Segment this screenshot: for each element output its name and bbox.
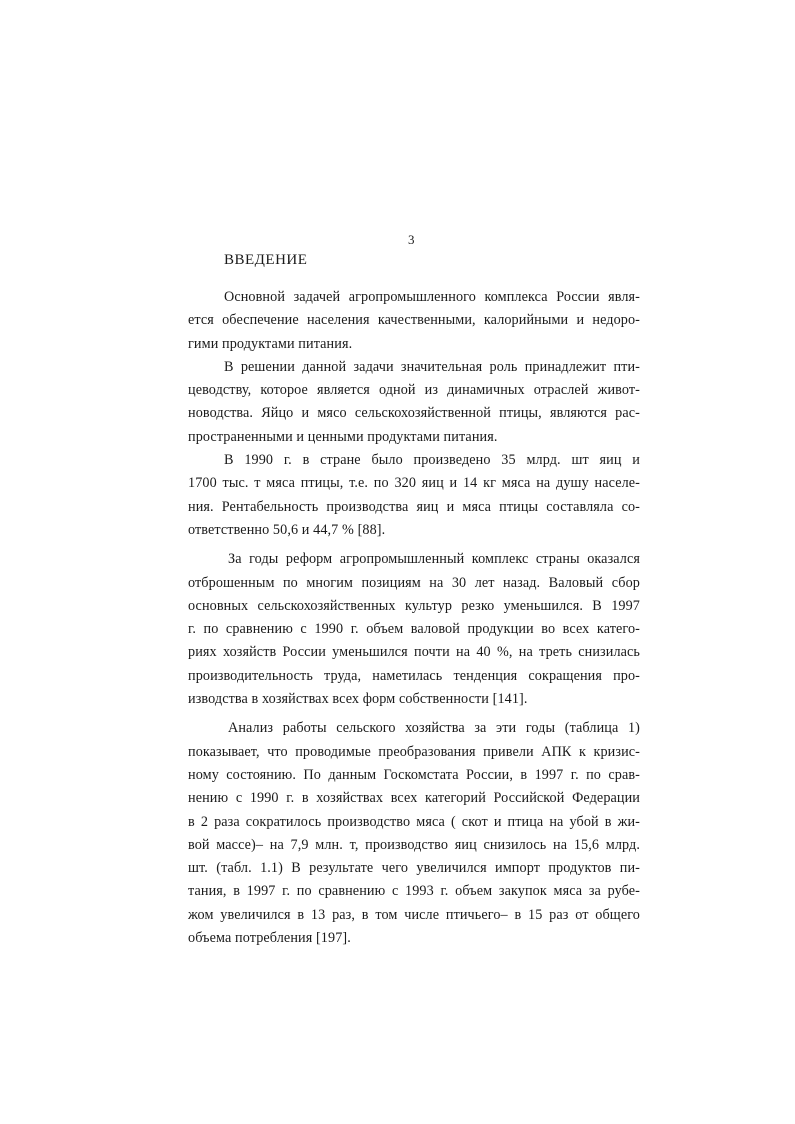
text-line: объема потребления [197]. [188, 930, 351, 947]
text-line: г. по сравнению с 1990 г. объем валовой продукции во всех катего- [188, 621, 640, 638]
text-line: новодства. Яйцо и мясо сельскохозяйственной птицы, являются рас- [188, 405, 640, 422]
text-line: вой массе)– на 7,9 млн. т, производство яиц снизилось на 15,6 млрд. [188, 836, 640, 853]
text-line: цеводству, которое является одной из динамичных отраслей живот- [188, 382, 640, 399]
text-line: жом увеличился в 13 раз, в том числе птичьего– в 15 раз от общего [188, 906, 640, 923]
paragraph-4 [188, 548, 640, 711]
text-line: В решении данной задачи значительная роль принадлежит пти- [224, 358, 640, 375]
text-line: в 2 раза сократилось производство мяса ( скот и птица на убой в жи- [188, 813, 640, 830]
paragraph-2 [188, 356, 640, 449]
text-line: ется обеспечение населения качественными, калорийными и недоро- [188, 312, 640, 329]
text-line: В 1990 г. в стране было произведено 35 млрд. шт яиц и [224, 452, 640, 469]
text-line: ния. Рентабельность производства яиц и мяса птицы составляла со- [188, 498, 640, 515]
paragraph-5 [188, 717, 640, 950]
text-line: пространенными и ценными продуктами питания. [188, 428, 498, 445]
text-line: ному состоянию. По данным Госкомстата России, в 1997 г. по срав- [188, 766, 640, 783]
body-text [188, 286, 640, 950]
text-line: показывает, что проводимые преобразования привели АПК к кризис- [188, 743, 640, 760]
paragraph-1 [188, 286, 640, 356]
text-line: ответственно 50,6 и 44,7 % [88]. [188, 521, 386, 538]
text-line: шт. (табл. 1.1) В результате чего увеличился импорт продуктов пи- [188, 860, 640, 877]
text-line: Основной задачей агропромышленного комплекса России явля- [224, 289, 640, 305]
paragraph-3 [188, 449, 640, 542]
page-number: 3 [408, 232, 415, 247]
text-line: изводства в хозяйствах всех форм собственности [141]. [188, 691, 528, 708]
text-line: отброшенным по многим позициям на 30 лет назад. Валовый сбор [188, 574, 640, 591]
text-line: риях хозяйств России уменьшился почти на 40 %, на треть снизилась [188, 644, 640, 661]
text-line: нению с 1990 г. в хозяйствах всех категорий Российской Федерации [188, 790, 640, 807]
text-line: тания, в 1997 г. по сравнению с 1993 г. объем закупок мяса за рубе- [188, 883, 640, 900]
text-line: гими продуктами питания. [188, 335, 353, 352]
text-line: 1700 тыс. т мяса птицы, т.е. по 320 яиц и 14 кг мяса на душу населе- [188, 475, 640, 492]
text-line: основных сельскохозяйственных культур резко уменьшился. В 1997 [188, 597, 640, 614]
text-line: Анализ работы сельского хозяйства за эти годы (таблица 1) [228, 720, 640, 737]
text-line: производительность труда, наметилась тенденция сокращения про- [188, 667, 640, 684]
section-heading: ВВЕДЕНИЕ [224, 252, 308, 268]
text-line: За годы реформ агропромышленный комплекс страны оказался [228, 551, 640, 568]
